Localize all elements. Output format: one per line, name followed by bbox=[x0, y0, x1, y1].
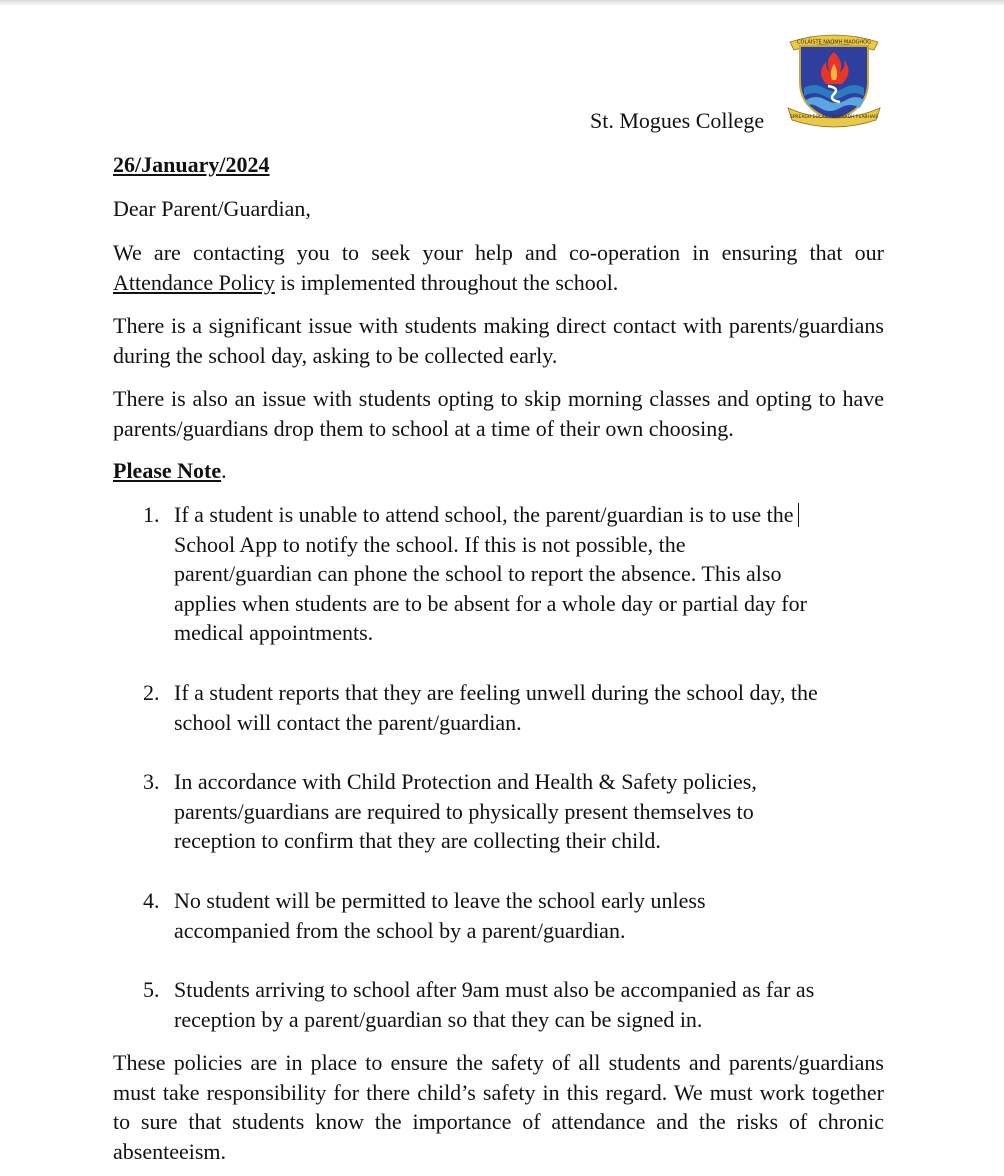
list-line: school will contact the parent/guardian. bbox=[174, 709, 522, 735]
list-line: parents/guardians are required to physically present themselves to bbox=[174, 798, 754, 824]
list-line: If a student is unable to attend school, the parent/guardian is to use the bbox=[174, 502, 794, 527]
list-line: If a student reports that they are feeling unwell during the school day, the bbox=[174, 680, 818, 705]
please-note-suffix: . bbox=[221, 458, 227, 483]
list-text bbox=[174, 975, 874, 1034]
please-note-label: Please Note bbox=[113, 458, 222, 483]
list-line: applies when students are to be absent for a whole day or partial day for bbox=[174, 590, 807, 616]
salutation: Dear Parent/Guardian, bbox=[113, 196, 311, 221]
list-line: School App to notify the school. If this is not possible, the bbox=[174, 531, 686, 557]
paragraph-closing: These policies are in place to ensure the safety of all students and parents/guardians must take responsibility for there child’s safety in this regard. We must work together to sure that students know the importance of attendance and the risks of chronic absenteeism. bbox=[113, 1050, 884, 1164]
paragraph-text: is implemented throughout the school. bbox=[274, 269, 619, 295]
letter-date: 26/January/2024 bbox=[113, 152, 270, 177]
list-text bbox=[174, 886, 874, 945]
please-note-heading bbox=[113, 456, 227, 486]
list-line: parent/guardian can phone the school to report the absence. This also bbox=[174, 561, 782, 586]
school-crest-logo bbox=[784, 30, 884, 128]
paragraph-attendance-policy bbox=[113, 238, 884, 297]
list-number: 4. bbox=[143, 888, 160, 913]
paragraph-skipping-classes: There is also an issue with students opting to skip morning classes and opting to have parents/guardians drop them to school at a time of their own choosing. bbox=[113, 386, 884, 441]
list-line: No student will be permitted to leave the school early unless bbox=[174, 888, 706, 913]
list-line: reception to confirm that they are collecting their child. bbox=[174, 828, 661, 853]
list-number: 3. bbox=[143, 769, 160, 794]
window-top-edge bbox=[0, 0, 1004, 6]
list-text bbox=[174, 500, 874, 648]
list-text bbox=[174, 678, 874, 737]
svg-text:COLÁISTE NAOMH MAOGHÓG: COLÁISTE NAOMH MAOGHÓG bbox=[797, 39, 871, 46]
text-cursor bbox=[798, 503, 799, 527]
school-name: St. Mogues College bbox=[590, 108, 765, 133]
list-line: In accordance with Child Protection and Health & Safety policies, bbox=[174, 769, 757, 794]
list-line: medical appointments. bbox=[174, 620, 374, 645]
list-number: 1. bbox=[143, 502, 160, 527]
list-text bbox=[174, 767, 874, 856]
svg-text:SPREAGH EOLAS · BORRADH FEABHA: SPREAGH EOLAS · BORRADH FEABHAIS bbox=[789, 115, 879, 120]
paragraph-early-collection: There is a significant issue with students making direct contact with parents/guardians during the school day, asking to be collected early. bbox=[113, 313, 884, 368]
list-line: Students arriving to school after 9am must also be accompanied as far as bbox=[174, 977, 815, 1002]
paragraph-text: We are contacting you to seek your help and co-operation in ensuring that our bbox=[113, 240, 884, 265]
list-number: 2. bbox=[143, 680, 160, 705]
attendance-policy-link[interactable]: Attendance Policy bbox=[113, 269, 275, 295]
list-number: 5. bbox=[143, 977, 160, 1002]
list-line: reception by a parent/guardian so that they can be signed in. bbox=[174, 1006, 703, 1032]
list-line: accompanied from the school by a parent/guardian. bbox=[174, 917, 626, 943]
